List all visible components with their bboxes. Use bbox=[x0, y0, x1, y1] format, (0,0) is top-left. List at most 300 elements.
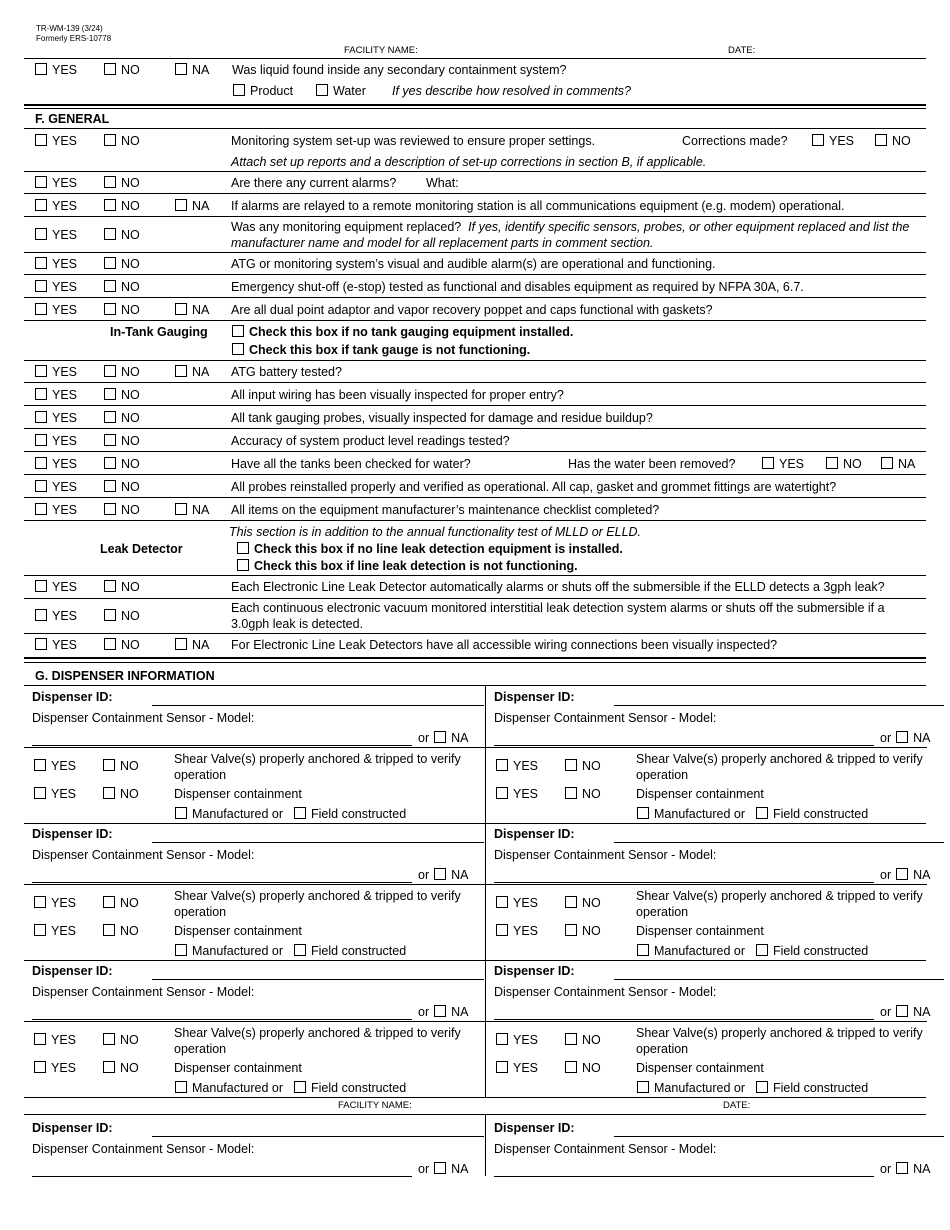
checkbox[interactable] bbox=[103, 759, 115, 771]
q12-no[interactable]: NO bbox=[104, 457, 140, 471]
q14-text: All items on the equipment manufacturer’s maintenance checklist completed? bbox=[231, 503, 660, 517]
checkbox[interactable] bbox=[34, 924, 46, 936]
checkbox[interactable] bbox=[103, 1033, 115, 1045]
checkbox[interactable] bbox=[104, 638, 116, 650]
date-label-2: DATE: bbox=[723, 1100, 751, 1111]
checkbox[interactable] bbox=[35, 280, 47, 292]
q9-yes[interactable]: YES bbox=[35, 388, 77, 402]
checkbox[interactable] bbox=[434, 1005, 446, 1017]
dispenser-id-field[interactable] bbox=[152, 979, 484, 980]
checkbox[interactable] bbox=[756, 807, 768, 819]
checkbox[interactable] bbox=[496, 1033, 508, 1045]
sensor-na-option[interactable]: or NA bbox=[418, 731, 469, 745]
sensor-na-option[interactable]: or NA bbox=[880, 731, 931, 745]
checkbox[interactable] bbox=[35, 176, 47, 188]
checkbox[interactable] bbox=[34, 1033, 46, 1045]
checkbox[interactable] bbox=[565, 759, 577, 771]
containment-yes[interactable]: YES bbox=[496, 787, 538, 801]
q13-text: All probes reinstalled properly and verified as operational. All cap, gasket and grommet fittings are watertight? bbox=[231, 480, 837, 494]
q16-no[interactable]: NO bbox=[104, 609, 140, 623]
row-rule bbox=[24, 128, 926, 129]
field-constructed-option[interactable]: Field constructed bbox=[756, 807, 868, 821]
dispenser-id-label: Dispenser ID: bbox=[494, 964, 575, 978]
q4-no[interactable]: NO bbox=[104, 228, 140, 242]
shear-text: Shear Valve(s) properly anchored & tripped to verify operation bbox=[636, 752, 923, 782]
checkbox[interactable] bbox=[756, 1081, 768, 1093]
checkbox[interactable] bbox=[104, 199, 116, 211]
q9-no[interactable]: NO bbox=[104, 388, 140, 402]
q6-no[interactable]: NO bbox=[104, 280, 140, 294]
q6-text: Emergency shut-off (e-stop) tested as functional and disables equipment as required by NFPA 30A, 6.7. bbox=[231, 280, 804, 294]
checkbox[interactable] bbox=[896, 1005, 908, 1017]
checkbox[interactable] bbox=[434, 731, 446, 743]
sensor-na-option[interactable]: or NA bbox=[418, 1005, 469, 1019]
q13-yes[interactable]: YES bbox=[35, 480, 77, 494]
checkbox[interactable] bbox=[896, 731, 908, 743]
checkbox[interactable] bbox=[104, 580, 116, 592]
q2-what-label: What: bbox=[426, 176, 459, 190]
manufactured-option[interactable]: Manufactured or bbox=[175, 1081, 283, 1095]
row-rule bbox=[24, 598, 926, 599]
checkbox[interactable] bbox=[35, 434, 47, 446]
checkbox[interactable] bbox=[104, 388, 116, 400]
q12-removed-label: Has the water been removed? bbox=[568, 457, 736, 471]
checkbox[interactable] bbox=[104, 480, 116, 492]
checkbox[interactable] bbox=[35, 457, 47, 469]
shear-yes[interactable]: YES bbox=[496, 896, 538, 910]
checkbox[interactable] bbox=[35, 303, 47, 315]
checkbox[interactable] bbox=[762, 457, 774, 469]
date-label: DATE: bbox=[728, 45, 756, 56]
q13-no[interactable]: NO bbox=[104, 480, 140, 494]
q17-text: For Electronic Line Leak Detectors have all accessible wiring connections been visually inspected? bbox=[231, 638, 778, 652]
dispenser-id-field[interactable] bbox=[152, 842, 484, 843]
checkbox[interactable] bbox=[175, 199, 187, 211]
checkbox[interactable] bbox=[104, 176, 116, 188]
checkbox[interactable] bbox=[175, 638, 187, 650]
row-rule bbox=[24, 274, 926, 275]
sensor-model-field[interactable] bbox=[494, 1176, 874, 1177]
facility-name-label: FACILITY NAME: bbox=[344, 45, 418, 56]
checkbox[interactable] bbox=[175, 1081, 187, 1093]
q5-text: ATG or monitoring system’s visual and audible alarm(s) are operational and functioning. bbox=[231, 257, 716, 271]
row-rule bbox=[24, 823, 926, 824]
checkbox[interactable] bbox=[35, 365, 47, 377]
row-rule bbox=[24, 216, 926, 217]
sensor-model-field[interactable] bbox=[494, 745, 874, 746]
sensor-na-option[interactable]: or NA bbox=[880, 1162, 931, 1176]
containment-no[interactable]: NO bbox=[103, 1061, 139, 1075]
checkbox[interactable] bbox=[104, 609, 116, 621]
checkbox[interactable] bbox=[637, 807, 649, 819]
row-rule bbox=[486, 884, 927, 885]
checkbox[interactable] bbox=[232, 325, 244, 337]
q12-removed-yes[interactable]: YES bbox=[762, 457, 804, 471]
page-break-rule bbox=[24, 1097, 926, 1098]
checkbox[interactable] bbox=[232, 343, 244, 355]
checkbox[interactable] bbox=[434, 868, 446, 880]
containment-yes[interactable]: YES bbox=[34, 787, 76, 801]
shear-no[interactable]: NO bbox=[565, 896, 601, 910]
column-divider bbox=[485, 685, 486, 1097]
row-rule bbox=[24, 360, 926, 361]
sensor-model-field[interactable] bbox=[32, 882, 412, 883]
row-rule bbox=[24, 520, 926, 521]
field-constructed-option[interactable]: Field constructed bbox=[294, 807, 406, 821]
checkbox[interactable] bbox=[496, 759, 508, 771]
shear-no[interactable]: NO bbox=[103, 1033, 139, 1047]
checkbox[interactable] bbox=[103, 924, 115, 936]
q5-yes[interactable]: YES bbox=[35, 257, 77, 271]
q12-text: Have all the tanks been checked for water? bbox=[231, 457, 471, 471]
q17-na[interactable]: NA bbox=[175, 638, 209, 652]
q8-no[interactable]: NO bbox=[104, 365, 140, 379]
dispenser-id-label: Dispenser ID: bbox=[32, 827, 113, 841]
checkbox[interactable] bbox=[237, 559, 249, 571]
q12-yes[interactable]: YES bbox=[35, 457, 77, 471]
q5-no[interactable]: NO bbox=[104, 257, 140, 271]
row-rule bbox=[24, 474, 926, 475]
containment-yes[interactable]: YES bbox=[496, 1061, 538, 1075]
field-constructed-option[interactable]: Field constructed bbox=[756, 1081, 868, 1095]
checkbox[interactable] bbox=[565, 1061, 577, 1073]
sensor-na-option[interactable]: or NA bbox=[418, 868, 469, 882]
checkbox[interactable] bbox=[104, 63, 116, 75]
section-f-title: F. GENERAL bbox=[35, 112, 110, 126]
sensor-model-label: Dispenser Containment Sensor - Model: bbox=[494, 1142, 717, 1156]
checkbox[interactable] bbox=[875, 134, 887, 146]
q4-text: Was any monitoring equipment replaced? If yes, identify specific sensors, probes, or other equipment replaced and list the manufacturer name and model for all replacement parts in comment section. bbox=[231, 220, 910, 250]
sensor-na-option[interactable]: or NA bbox=[418, 1162, 469, 1176]
checkbox[interactable] bbox=[34, 787, 46, 799]
containment-yes[interactable]: YES bbox=[34, 1061, 76, 1075]
q1-no[interactable]: NO bbox=[104, 134, 140, 148]
checkbox[interactable] bbox=[496, 896, 508, 908]
checkbox[interactable] bbox=[35, 638, 47, 650]
row-rule bbox=[24, 960, 926, 961]
checkbox[interactable] bbox=[35, 134, 47, 146]
q4-yes[interactable]: YES bbox=[35, 228, 77, 242]
dispenser-id-field[interactable] bbox=[614, 842, 944, 843]
sensor-model-field[interactable] bbox=[32, 745, 412, 746]
checkbox[interactable] bbox=[637, 944, 649, 956]
row-rule bbox=[486, 1021, 927, 1022]
dispenser-id-label: Dispenser ID: bbox=[32, 1121, 113, 1135]
manufactured-option[interactable]: Manufactured or bbox=[637, 1081, 745, 1095]
checkbox[interactable] bbox=[104, 280, 116, 292]
row-rule bbox=[24, 575, 926, 576]
checkbox[interactable] bbox=[496, 1061, 508, 1073]
row-rule bbox=[24, 252, 926, 253]
q10-yes[interactable]: YES bbox=[35, 411, 77, 425]
formerly-number: Formerly ERS-10778 bbox=[36, 34, 112, 43]
form-number: TR-WM-139 (3/24) bbox=[36, 24, 103, 33]
row-rule bbox=[486, 747, 927, 748]
q7-text: Are all dual point adaptor and vapor recovery poppet and caps functional with gaskets? bbox=[231, 303, 713, 317]
q14-no[interactable]: NO bbox=[104, 503, 140, 517]
shear-yes[interactable]: YES bbox=[496, 759, 538, 773]
checkbox[interactable] bbox=[35, 63, 47, 75]
containment-text: Dispenser containment bbox=[174, 1061, 302, 1075]
q2-yes[interactable]: YES bbox=[35, 176, 77, 190]
containment-yes[interactable]: YES bbox=[496, 924, 538, 938]
containment-no[interactable]: NO bbox=[565, 787, 601, 801]
checkbox[interactable] bbox=[175, 63, 187, 75]
q2-text: Are there any current alarms? bbox=[231, 176, 397, 190]
containment-text: Dispenser containment bbox=[636, 924, 764, 938]
checkbox[interactable] bbox=[565, 787, 577, 799]
checkbox[interactable] bbox=[434, 1162, 446, 1174]
shear-yes[interactable]: YES bbox=[496, 1033, 538, 1047]
row-rule bbox=[24, 633, 926, 634]
question-secondary: Was liquid found inside any secondary containment system? bbox=[232, 63, 567, 77]
checkbox[interactable] bbox=[896, 1162, 908, 1174]
q3-na[interactable]: NA bbox=[175, 199, 209, 213]
checkbox[interactable] bbox=[35, 388, 47, 400]
checkbox[interactable] bbox=[565, 896, 577, 908]
row-rule bbox=[24, 428, 926, 429]
ld-note: This section is in addition to the annual functionality test of MLLD or ELLD. bbox=[229, 525, 642, 539]
checkbox[interactable] bbox=[175, 503, 187, 515]
checkbox[interactable] bbox=[756, 944, 768, 956]
checkbox[interactable] bbox=[233, 84, 245, 96]
checkbox[interactable] bbox=[104, 503, 116, 515]
checkbox[interactable] bbox=[175, 303, 187, 315]
q1-note: Attach set up reports and a description of set-up corrections in section B, if applicable. bbox=[231, 155, 707, 169]
sensor-model-field[interactable] bbox=[494, 1019, 874, 1020]
checkbox[interactable] bbox=[104, 434, 116, 446]
section-rule-2 bbox=[24, 108, 926, 109]
checkbox[interactable] bbox=[104, 134, 116, 146]
row-rule bbox=[24, 497, 926, 498]
secondary-note: If yes describe how resolved in comments? bbox=[392, 84, 631, 98]
checkbox[interactable] bbox=[826, 457, 838, 469]
checkbox[interactable] bbox=[104, 303, 116, 315]
q7-yes[interactable]: YES bbox=[35, 303, 77, 317]
itg-label: In-Tank Gauging bbox=[110, 325, 208, 339]
q1-corrections-label: Corrections made? bbox=[682, 134, 788, 148]
containment-text: Dispenser containment bbox=[636, 787, 764, 801]
field-constructed-option[interactable]: Field constructed bbox=[294, 944, 406, 958]
section-rule bbox=[24, 104, 926, 106]
row-rule bbox=[24, 193, 926, 194]
sensor-na-option[interactable]: or NA bbox=[880, 1005, 931, 1019]
row-rule bbox=[24, 171, 926, 172]
q10-no[interactable]: NO bbox=[104, 411, 140, 425]
sensor-model-field[interactable] bbox=[494, 882, 874, 883]
q12-removed-no[interactable]: NO bbox=[826, 457, 862, 471]
shear-text: Shear Valve(s) properly anchored & tripped to verify operation bbox=[174, 1026, 461, 1056]
checkbox[interactable] bbox=[103, 896, 115, 908]
q3-no[interactable]: NO bbox=[104, 199, 140, 213]
sensor-model-label: Dispenser Containment Sensor - Model: bbox=[32, 985, 255, 999]
checkbox[interactable] bbox=[316, 84, 328, 96]
manufactured-option[interactable]: Manufactured or bbox=[637, 807, 745, 821]
shear-no[interactable]: NO bbox=[565, 1033, 601, 1047]
shear-yes[interactable]: YES bbox=[34, 896, 76, 910]
containment-no[interactable]: NO bbox=[565, 1061, 601, 1075]
checkbox[interactable] bbox=[881, 457, 893, 469]
checkbox[interactable] bbox=[175, 944, 187, 956]
section-g-title: G. DISPENSER INFORMATION bbox=[35, 669, 215, 683]
checkbox[interactable] bbox=[104, 228, 116, 240]
checkbox[interactable] bbox=[34, 1061, 46, 1073]
q16-text: Each continuous electronic vacuum monitored interstitial leak detection system alarms or shuts off the submersible if a 3.0gph leak is detected. bbox=[231, 601, 885, 631]
checkbox[interactable] bbox=[175, 365, 187, 377]
checkbox[interactable] bbox=[103, 787, 115, 799]
checkbox[interactable] bbox=[35, 199, 47, 211]
sensor-model-label: Dispenser Containment Sensor - Model: bbox=[32, 1142, 255, 1156]
q14-na[interactable]: NA bbox=[175, 503, 209, 517]
manufactured-option[interactable]: Manufactured or bbox=[175, 944, 283, 958]
q10-text: All tank gauging probes, visually inspected for damage and residue buildup? bbox=[231, 411, 653, 425]
itg-check-no-equipment[interactable]: Check this box if no tank gauging equipment installed. bbox=[232, 325, 573, 339]
ld-check-no-equipment[interactable]: Check this box if no line leak detection equipment is installed. bbox=[237, 542, 623, 556]
section-rule-2 bbox=[24, 662, 926, 663]
checkbox[interactable] bbox=[294, 1081, 306, 1093]
q11-yes[interactable]: YES bbox=[35, 434, 77, 448]
secondary-water[interactable]: Water bbox=[316, 84, 366, 98]
checkbox[interactable] bbox=[896, 868, 908, 880]
q11-text: Accuracy of system product level readings tested? bbox=[231, 434, 510, 448]
row-rule bbox=[24, 405, 926, 406]
field-constructed-option[interactable]: Field constructed bbox=[756, 944, 868, 958]
dispenser-id-label: Dispenser ID: bbox=[32, 690, 113, 704]
checkbox[interactable] bbox=[496, 787, 508, 799]
checkbox[interactable] bbox=[294, 944, 306, 956]
containment-no[interactable]: NO bbox=[103, 787, 139, 801]
shear-text: Shear Valve(s) properly anchored & tripped to verify operation bbox=[174, 752, 461, 782]
sensor-model-label: Dispenser Containment Sensor - Model: bbox=[32, 711, 255, 725]
checkbox[interactable] bbox=[175, 807, 187, 819]
shear-yes[interactable]: YES bbox=[34, 1033, 76, 1047]
row-rule bbox=[24, 382, 926, 383]
checkbox[interactable] bbox=[35, 580, 47, 592]
containment-text: Dispenser containment bbox=[636, 1061, 764, 1075]
q8-yes[interactable]: YES bbox=[35, 365, 77, 379]
q12-removed-na[interactable]: NA bbox=[881, 457, 915, 471]
dispenser-id-field[interactable] bbox=[614, 1136, 944, 1137]
field-constructed-option[interactable]: Field constructed bbox=[294, 1081, 406, 1095]
sensor-model-field[interactable] bbox=[32, 1176, 412, 1177]
dispenser-id-label: Dispenser ID: bbox=[494, 827, 575, 841]
q17-yes[interactable]: YES bbox=[35, 638, 77, 652]
row-rule bbox=[24, 320, 926, 321]
dispenser-id-label: Dispenser ID: bbox=[494, 690, 575, 704]
row-rule bbox=[24, 1114, 926, 1115]
q1-yes[interactable]: YES bbox=[35, 134, 77, 148]
row-rule bbox=[24, 297, 926, 298]
checkbox[interactable] bbox=[294, 807, 306, 819]
shear-yes[interactable]: YES bbox=[34, 759, 76, 773]
checkbox[interactable] bbox=[565, 924, 577, 936]
row-rule bbox=[24, 685, 926, 686]
dispenser-id-field[interactable] bbox=[614, 705, 944, 706]
dispenser-id-field[interactable] bbox=[614, 979, 944, 980]
containment-text: Dispenser containment bbox=[174, 787, 302, 801]
q11-no[interactable]: NO bbox=[104, 434, 140, 448]
shear-no[interactable]: NO bbox=[103, 896, 139, 910]
q17-no[interactable]: NO bbox=[104, 638, 140, 652]
checkbox[interactable] bbox=[104, 365, 116, 377]
shear-no[interactable]: NO bbox=[103, 759, 139, 773]
sensor-model-label: Dispenser Containment Sensor - Model: bbox=[494, 985, 717, 999]
checkbox[interactable] bbox=[103, 1061, 115, 1073]
manufactured-option[interactable]: Manufactured or bbox=[637, 944, 745, 958]
secondary-na[interactable]: NA bbox=[175, 63, 209, 77]
itg-check-not-functioning[interactable]: Check this box if tank gauge is not functioning. bbox=[232, 343, 530, 357]
checkbox[interactable] bbox=[237, 542, 249, 554]
shear-text: Shear Valve(s) properly anchored & tripped to verify operation bbox=[174, 889, 461, 919]
q2-no[interactable]: NO bbox=[104, 176, 140, 190]
checkbox[interactable] bbox=[35, 228, 47, 240]
row-rule bbox=[24, 884, 485, 885]
ld-label: Leak Detector bbox=[100, 542, 183, 556]
sensor-model-label: Dispenser Containment Sensor - Model: bbox=[494, 848, 717, 862]
checkbox[interactable] bbox=[104, 257, 116, 269]
column-divider bbox=[485, 1114, 486, 1176]
checkbox[interactable] bbox=[565, 1033, 577, 1045]
shear-no[interactable]: NO bbox=[565, 759, 601, 773]
q15-no[interactable]: NO bbox=[104, 580, 140, 594]
checkbox[interactable] bbox=[104, 411, 116, 423]
ld-check-not-functioning[interactable]: Check this box if line leak detection is not functioning. bbox=[237, 559, 578, 573]
dispenser-id-field[interactable] bbox=[152, 705, 484, 706]
sensor-na-option[interactable]: or NA bbox=[880, 868, 931, 882]
q15-yes[interactable]: YES bbox=[35, 580, 77, 594]
checkbox[interactable] bbox=[35, 411, 47, 423]
q9-text: All input wiring has been visually inspected for proper entry? bbox=[231, 388, 564, 402]
checkbox[interactable] bbox=[35, 503, 47, 515]
checkbox[interactable] bbox=[35, 257, 47, 269]
q1-corrections-yes[interactable]: YES bbox=[812, 134, 854, 148]
dispenser-id-label: Dispenser ID: bbox=[32, 964, 113, 978]
checkbox[interactable] bbox=[35, 480, 47, 492]
q14-yes[interactable]: YES bbox=[35, 503, 77, 517]
containment-no[interactable]: NO bbox=[565, 924, 601, 938]
q7-na[interactable]: NA bbox=[175, 303, 209, 317]
q3-yes[interactable]: YES bbox=[35, 199, 77, 213]
checkbox[interactable] bbox=[637, 1081, 649, 1093]
secondary-product[interactable]: Product bbox=[233, 84, 293, 98]
containment-text: Dispenser containment bbox=[174, 924, 302, 938]
facility-name-label-2: FACILITY NAME: bbox=[338, 1100, 412, 1111]
q7-no[interactable]: NO bbox=[104, 303, 140, 317]
checkbox[interactable] bbox=[34, 759, 46, 771]
checkbox[interactable] bbox=[812, 134, 824, 146]
row-rule bbox=[24, 747, 485, 748]
q16-yes[interactable]: YES bbox=[35, 609, 77, 623]
row-rule bbox=[24, 451, 926, 452]
checkbox[interactable] bbox=[35, 609, 47, 621]
section-rule bbox=[24, 657, 926, 659]
sensor-model-field[interactable] bbox=[32, 1019, 412, 1020]
checkbox[interactable] bbox=[496, 924, 508, 936]
q6-yes[interactable]: YES bbox=[35, 280, 77, 294]
checkbox[interactable] bbox=[34, 896, 46, 908]
manufactured-option[interactable]: Manufactured or bbox=[175, 807, 283, 821]
containment-yes[interactable]: YES bbox=[34, 924, 76, 938]
checkbox[interactable] bbox=[104, 457, 116, 469]
secondary-no[interactable]: NO bbox=[104, 63, 140, 77]
row-rule bbox=[24, 1021, 485, 1022]
q8-na[interactable]: NA bbox=[175, 365, 209, 379]
secondary-yes[interactable]: YES bbox=[35, 63, 77, 77]
shear-text: Shear Valve(s) properly anchored & tripped to verify operation bbox=[636, 1026, 923, 1056]
containment-no[interactable]: NO bbox=[103, 924, 139, 938]
q1-corrections-no[interactable]: NO bbox=[875, 134, 911, 148]
dispenser-id-field[interactable] bbox=[152, 1136, 484, 1137]
